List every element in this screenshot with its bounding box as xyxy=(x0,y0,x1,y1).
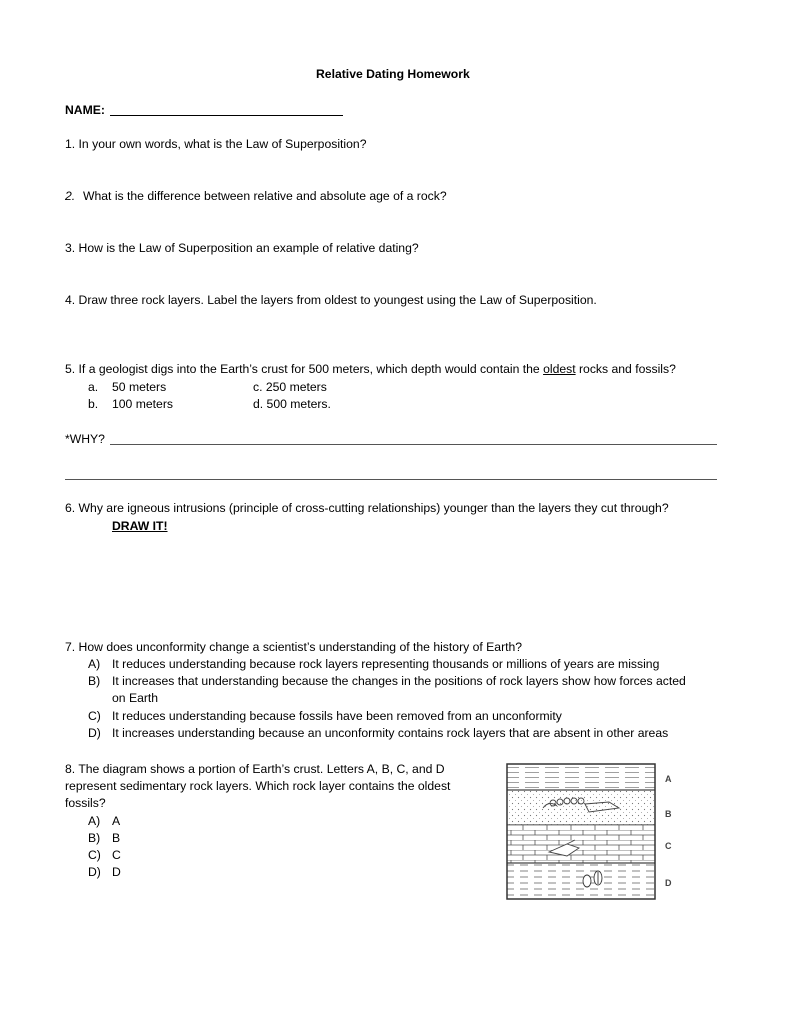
question-1: 1. In your own words, what is the Law of Superposition? xyxy=(65,137,367,151)
q7-option-c-letter: C) xyxy=(88,709,101,723)
name-label: NAME: xyxy=(65,103,105,117)
question-6: 6. Why are igneous intrusions (principle of cross-cutting relationships) younger than the layers they cut through? xyxy=(65,501,669,515)
q8-option-d: D xyxy=(112,865,121,879)
q8-option-b: B xyxy=(112,831,121,845)
layer-label-c: C xyxy=(665,841,672,851)
why-label: *WHY? xyxy=(65,432,105,446)
question-7: 7. How does unconformity change a scientist’s understanding of the history of Earth? xyxy=(65,640,523,654)
q8-option-b-letter: B) xyxy=(88,831,101,845)
question-2-number: 2. xyxy=(65,189,76,203)
question-8-line-2: represent sedimentary rock layers. Which rock layer contains the oldest xyxy=(65,779,451,793)
q5-option-d: d. 500 meters. xyxy=(253,397,331,411)
question-3: 3. How is the Law of Superposition an example of relative dating? xyxy=(65,241,419,255)
q8-option-c-letter: C) xyxy=(88,848,101,862)
layer-d xyxy=(507,863,655,899)
q8-option-d-letter: D) xyxy=(88,865,101,879)
layer-label-a: A xyxy=(665,774,672,784)
question-8-line-3: fossils? xyxy=(65,796,106,810)
draw-it-instruction: DRAW IT! xyxy=(112,519,168,533)
q8-option-a: A xyxy=(112,814,121,828)
question-2: What is the difference between relative and absolute age of a rock? xyxy=(83,189,447,203)
q5-option-a-letter: a. xyxy=(88,380,99,394)
q7-option-d: It increases understanding because an unconformity contains rock layers that are absent in other areas xyxy=(112,726,669,740)
q8-option-c: C xyxy=(112,848,121,862)
layer-b xyxy=(507,790,655,825)
q7-option-a-letter: A) xyxy=(88,657,101,671)
question-5 xyxy=(65,361,676,378)
q7-option-b-continued: on Earth xyxy=(112,691,159,705)
page-title: Relative Dating Homework xyxy=(316,67,470,81)
question-8-line-1: 8. The diagram shows a portion of Earth’s crust. Letters A, B, C, and D xyxy=(65,762,445,776)
q7-option-d-letter: D) xyxy=(88,726,101,740)
q7-option-b: It increases that understanding because the changes in the positions of rock layers show how forces acted xyxy=(112,674,686,688)
q5-option-b-letter: b. xyxy=(88,397,99,411)
question-5-before: 5. If a geologist digs into the Earth’s crust for 500 meters, which depth would contain the xyxy=(65,362,544,376)
q5-option-a: 50 meters xyxy=(112,380,167,394)
layer-label-b: B xyxy=(665,809,672,819)
layer-c xyxy=(507,825,655,863)
layer-a xyxy=(507,764,655,790)
rock-layers-diagram xyxy=(505,760,685,902)
question-5-underlined: oldest xyxy=(543,362,576,376)
q7-option-b-letter: B) xyxy=(88,674,101,688)
q5-option-c: c. 250 meters xyxy=(253,380,327,394)
q7-option-a: It reduces understanding because rock layers representing thousands or millions of years are missing xyxy=(112,657,660,671)
q8-option-a-letter: A) xyxy=(88,814,101,828)
why-answer-line-2[interactable] xyxy=(65,479,717,480)
question-4: 4. Draw three rock layers. Label the layers from oldest to youngest using the Law of Superposition. xyxy=(65,293,597,307)
question-5-after: rocks and fossils? xyxy=(575,362,676,376)
name-blank[interactable] xyxy=(110,115,343,116)
layer-label-d: D xyxy=(665,878,672,888)
q5-option-b: 100 meters xyxy=(112,397,173,411)
q7-option-c: It reduces understanding because fossils have been removed from an unconformity xyxy=(112,709,562,723)
why-answer-line-1[interactable] xyxy=(110,444,717,445)
